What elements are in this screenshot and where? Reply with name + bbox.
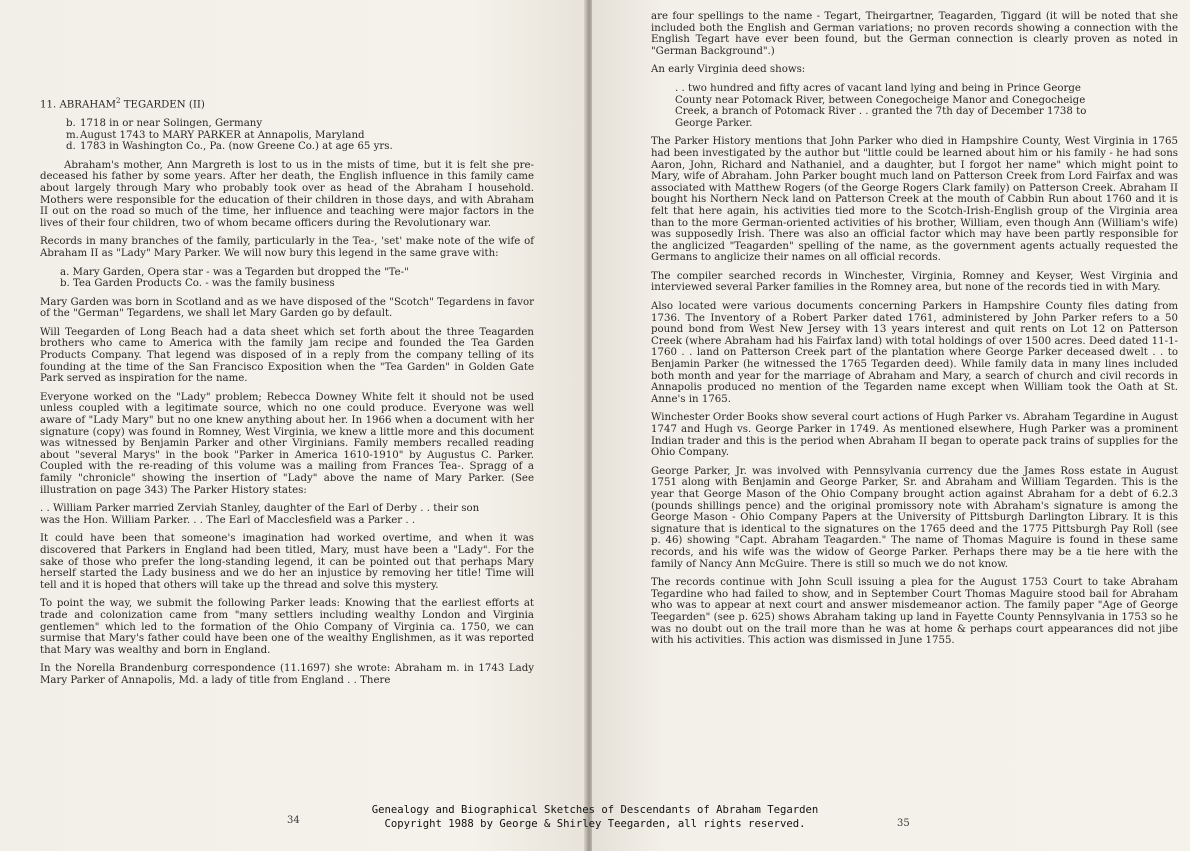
paragraph: George Parker, Jr. was involved with Pennsylvania currency due the James Ross estate in August 1751 along with Benjamin and George Parker, Sr. and Abraham and William Tegarden. This is the year that George Mason of the Ohio Company brought action against Abraham for a debt of 6.2.3 (pounds shillings pence) and the original promissory note with Abraham's signature is among the George Mason - Ohio Company Papers at the University of Pittsburgh Darlington Library. It is this signature that is identical to the signatures on the 1765 deed and the 1775 Pittsburgh Pay Roll (see p. 46) showing "Capt. Abraham Teagarden." The name of Thomas Maguire is found in these same records, and his wife was the widow of George Parker. Perhaps there may be a tie here with the family of Nancy Ann McGuire. There is still so much we do not know. (651, 465, 1178, 570)
paragraph: In the Norella Brandenburg correspondence (11.1697) she wrote: Abraham m. in 1743 Lady Mary Parker of Annapolis, Md. a lady of title from England . . There (40, 663, 534, 686)
entry-heading (40, 96, 534, 111)
entry-name: ABRAHAM (59, 99, 116, 111)
right-text-column (651, 11, 1178, 654)
right-page (592, 0, 1190, 851)
block-quote: . . two hundred and fifty acres of vacant land lying and being in Prince George County near Potomack River, between Conegocheige Manor and Conegocheige Creek, a branch of Potomack River . . granted the 7th day of December 1738 to George Parker. (675, 82, 1087, 129)
footer-title: Genealogy and Biographical Sketches of Descendants of Abraham Tegarden (371, 804, 819, 816)
legend-list (60, 267, 534, 290)
copyright-footer (0, 803, 1190, 831)
left-text-column (40, 96, 534, 694)
paragraph: Abraham's mother, Ann Margreth is lost to us in the mists of time, but it is felt she pre-deceased his father by some years. After her death, the English influence in this family came about largely through Mary who probably took over as head of the Abraham I household. Mothers were responsible for the education of their children in those days, and with Abraham II out on the road so much of the time, her influence and teaching were major factors in the lives of their four children, two of whom became officers during the Revolutionary war. (40, 159, 534, 229)
vital-death: d. 1783 in Washington Co., Pa. (now Greene Co.) at age 65 yrs. (66, 141, 393, 153)
paragraph: Mary Garden was born in Scotland and as we have disposed of the "Scotch" Tegardens in favor of the "German" Tegardens, we shall let Mary Garden go by default. (40, 296, 534, 320)
page-number: 35 (897, 818, 910, 829)
paragraph: The compiler searched records in Winchester, Virginia, Romney and Keyser, West Virginia and interviewed several Parker families in the Romney area, but none of the records tied in with Mary. (651, 270, 1178, 294)
paragraph: Everyone worked on the "Lady" problem; Rebecca Downey White felt it should not be used unless coupled with a legitimate source, which no one could produce. Everyone was well aware of "Lady Mary" but no one knew anything about her. In 1966 when a document with her signature (copy) was found in Romney, West Virginia, we knew a little more and this document was witnessed by Benjamin Parker and other Virginians. Family members recalled reading about "several Marys" in the book "Parker in America 1610-1910" by Augustus C. Parker. Coupled with the re-reading of this volume was a mailing from Frances Tea-. Spragg of a family "chronicle" showing the insertion of "Lady" above the name of Mary Parker. (See illustration on page 343) The Parker History states: (40, 391, 534, 496)
footer-copyright: Copyright 1988 by George & Shirley Teegarden, all rights reserved. (384, 818, 806, 830)
left-page (0, 0, 588, 851)
paragraph: Also located were various documents concerning Parkers in Hampshire County files dating from 1736. The Inventory of a Robert Parker dated 1761, administered by John Parker refers to a 50 pound bond from West New Jersey with 13 years interest and quit rents on Lot 12 on Patterson Creek (where Abraham had his Fairfax land) with total holdings of over 1500 acres. Deed dated 11-1-1760 . . land on Patterson Creek part of the plantation where George Parker deceased dwelt . . to Benjamin Parker (he witnessed the 1765 Tegarden deed). While family data in many lines included both month and year for the marriage of Abraham and Mary, a search of church and civil records in Annapolis produced no mention of the Tegarden name except when William took the Oath at St. Anne's in 1765. (651, 301, 1178, 405)
entry-surname: TEGARDEN (II) (123, 99, 205, 111)
list-item: a. Mary Garden, Opera star - was a Tegarden but dropped the "Te-" (60, 266, 409, 278)
paragraph: The records continue with John Scull issuing a plea for the August 1753 Court to take Abraham Tegardine who had failed to show, and in September Court Thomas Maguire stood bail for Abraham who was to appear at next court and answer misdemeanor action. The family paper "Age of George Teegarden" (see p. 625) shows Abraham taking up land in Fayette County Pennsylvania in 1753 so he was no doubt out on the trail more than he was at home & perhaps court appearances did not jibe with his activities. This action was dismissed in June 1755. (651, 577, 1178, 647)
paragraph: To point the way, we submit the following Parker leads: Knowing that the earliest efforts at trade and colonization came from "many settlers including wealthy London and Virginia gentlemen" which led to the formation of the Ohio Company of Virginia ca. 1750, we can surmise that Mary's father could have been one of the wealthy Englishmen, as it was reported that Mary was wealthy and born in England. (40, 598, 534, 656)
paragraph: Will Teegarden of Long Beach had a data sheet which set forth about the three Teagarden brothers who came to America with the family jam recipe and founded the Tea Garden Products Company. That legend was disposed of in a reply from the company telling of its founding at the time of the San Francisco Exposition when the "Tea Garden" in Golden Gate Park served as inspiration for the name. (40, 326, 534, 385)
vital-birth: b. 1718 in or near Solingen, Germany (66, 117, 263, 129)
paragraph: are four spellings to the name - Tegart, Theirgartner, Teagarden, Tiggard (it will be noted that she included both the English and German variations; no proven records showing a connection with the English Tegart have ever been found, but the German connection is clearly proven as noted in "German Background".) (651, 11, 1178, 57)
page-number: 34 (287, 815, 300, 826)
paragraph: Winchester Order Books show several court actions of Hugh Parker vs. Abraham Tegardine in August 1747 and Hugh vs. George Parker in 1749. As mentioned elsewhere, Hugh Parker was a prominent Indian trader and this is the period when Abraham II began to operate pack trains of supplies for the Ohio Company. (651, 412, 1178, 459)
paragraph: The Parker History mentions that John Parker who died in Hampshire County, West Virginia in 1765 had been investigated by the author but "little could be learned about him or his family - he had sons Aaron, John, Richard and Nathaniel, and a daughter, but I forgot her name" which might point to Mary, wife of Abraham. John Parker bought much land on Patterson Creek from Lord Fairfax and was associated with Matthew Rogers (of the George Rogers Clark family) on Patterson Creek. Abraham II bought his Northern Neck land on Patterson Creek at the mouth of Cabbin Run about 1760 and it is felt that here again, his activities tied more to the Scotch-Irish-English group of the Virginia area than to the more German-oriented activities of his brother, William, even though Ann (William's wife) was supposedly Irish. There was also an official factor which may have been partly responsible for the anglicized "Teagarden" spelling of the name, as the government agents actually requested the Germans to anglicize their names on all official records. (651, 136, 1178, 264)
entry-number: 11. (40, 99, 57, 111)
generation-superscript: 2 (116, 97, 121, 105)
list-item: b. Tea Garden Products Co. - was the family business (60, 278, 335, 290)
block-quote: . . William Parker married Zerviah Stanley, daughter of the Earl of Derby . . their son was the Hon. William Parker. . . The Earl of Macclesfield was a Parker . . (40, 503, 480, 526)
paragraph: It could have been that someone's imagination had worked overtime, and when it was discovered that Parkers in England had been titled, Mary, must have been a "Lady". For the sake of those who prefer the long-standing legend, it can be pointed out that perhaps Mary herself started the Lady business and we do her an injustice by removing her title! Time will tell and it is hoped that others will take up the thread and solve this mystery. (40, 533, 534, 591)
vital-marriage: m. August 1743 to MARY PARKER at Annapolis, Maryland (66, 129, 365, 141)
paragraph: Records in many branches of the family, particularly in the Tea-, 'set' make note of the wife of Abraham II as "Lady" Mary Parker. We will now bury this legend in the same grave with: (40, 236, 534, 259)
paragraph: An early Virginia deed shows: (651, 64, 806, 76)
